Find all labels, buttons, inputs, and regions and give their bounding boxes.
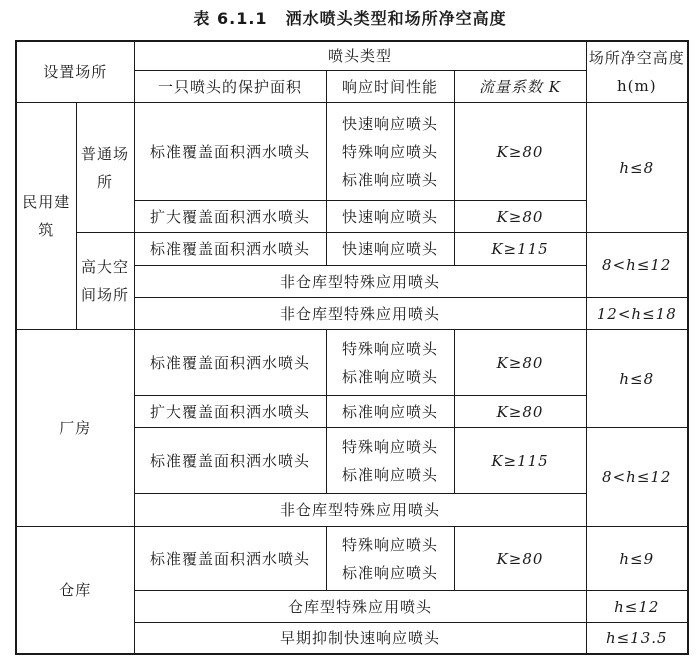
response-item: 特殊响应喷头 — [342, 142, 439, 161]
table-row — [16, 527, 688, 591]
table-number: 表 6.1.1 — [193, 9, 268, 28]
coverage-cell: 扩大覆盖面积洒水喷头 — [134, 201, 326, 233]
venue-ordinary: 普通场所 — [76, 103, 134, 233]
flow-k-cell: K≥115 — [454, 233, 586, 266]
response-item: 快速响应喷头 — [342, 114, 439, 133]
response-cell — [326, 527, 454, 591]
venue-factory: 厂房 — [16, 330, 134, 527]
response-cell: 快速响应喷头 — [326, 201, 454, 233]
response-item: 特殊响应喷头 — [342, 339, 439, 358]
coverage-cell: 标准覆盖面积洒水喷头 — [134, 428, 326, 494]
response-item: 特殊响应喷头 — [342, 535, 439, 554]
flow-k-cell: K≥80 — [454, 201, 586, 233]
header-coverage-area: 一只喷头的保护面积 — [134, 71, 326, 103]
response-item: 标准响应喷头 — [342, 563, 439, 582]
response-cell — [326, 103, 454, 201]
height-cell: h≤13.5 — [586, 623, 688, 654]
special-sprinkler-cell: 非仓库型特殊应用喷头 — [134, 266, 586, 298]
height-cell: h≤9 — [586, 527, 688, 591]
coverage-cell: 标准覆盖面积洒水喷头 — [134, 233, 326, 266]
header-row-1 — [16, 41, 688, 71]
response-item: 标准响应喷头 — [342, 367, 439, 386]
flow-k-cell: K≥115 — [454, 428, 586, 494]
flow-k-cell: K≥80 — [454, 527, 586, 591]
response-cell: 标准响应喷头 — [326, 396, 454, 428]
venue-warehouse: 仓库 — [16, 527, 134, 654]
venue-civil: 民用建筑 — [16, 103, 76, 330]
height-cell: h≤12 — [586, 591, 688, 623]
table-title: 洒水喷头类型和场所净空高度 — [285, 9, 507, 28]
special-sprinkler-cell: 非仓库型特殊应用喷头 — [134, 494, 586, 527]
height-cell: 8<h≤12 — [586, 233, 688, 298]
response-cell: 快速响应喷头 — [326, 233, 454, 266]
response-item: 标准响应喷头 — [342, 465, 439, 484]
special-sprinkler-cell: 非仓库型特殊应用喷头 — [134, 298, 586, 330]
header-response: 响应时间性能 — [326, 71, 454, 103]
venue-tall-space: 高大空间场所 — [76, 233, 134, 330]
height-cell: h≤8 — [586, 103, 688, 233]
coverage-cell: 标准覆盖面积洒水喷头 — [134, 330, 326, 396]
height-cell: 8<h≤12 — [586, 428, 688, 527]
header-sprinkler-type: 喷头类型 — [134, 41, 586, 71]
table-row — [16, 103, 688, 201]
sprinkler-type-table — [15, 40, 689, 655]
table-row — [16, 330, 688, 396]
coverage-cell: 标准覆盖面积洒水喷头 — [134, 103, 326, 201]
header-flow-k: 流量系数 K — [454, 71, 586, 103]
coverage-cell: 扩大覆盖面积洒水喷头 — [134, 396, 326, 428]
flow-k-cell: K≥80 — [454, 396, 586, 428]
height-cell: h≤8 — [586, 330, 688, 428]
flow-k-cell: K≥80 — [454, 103, 586, 201]
response-cell — [326, 330, 454, 396]
header-clear-height: 场所净空高度 h(m) — [586, 41, 688, 103]
flow-k-cell: K≥80 — [454, 330, 586, 396]
coverage-cell: 标准覆盖面积洒水喷头 — [134, 527, 326, 591]
response-cell — [326, 428, 454, 494]
response-item: 标准响应喷头 — [342, 170, 439, 189]
special-sprinkler-cell: 早期抑制快速响应喷头 — [134, 623, 586, 654]
special-sprinkler-cell: 仓库型特殊应用喷头 — [134, 591, 586, 623]
response-item: 特殊响应喷头 — [342, 437, 439, 456]
table-caption — [0, 6, 700, 29]
height-cell: 12<h≤18 — [586, 298, 688, 330]
header-venue: 设置场所 — [16, 41, 134, 103]
table-row — [16, 233, 688, 266]
